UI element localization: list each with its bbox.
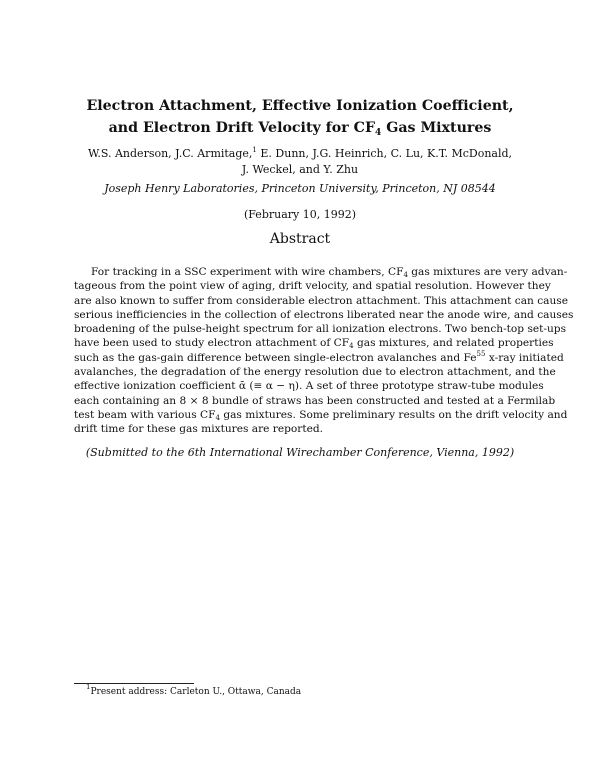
affiliation: Joseph Henry Laboratories, Princeton University, Princeton, NJ 08544 bbox=[104, 182, 496, 195]
abstract-line: effective ionization coefficient ᾱ (≡ α − η). A set of three prototype straw-tube modules bbox=[74, 380, 544, 393]
abstract-text: For tracking in a SSC experiment with wire chambers, CF bbox=[91, 266, 404, 278]
abstract-text: gas mixtures. Some preliminary results on the drift velocity and bbox=[219, 408, 568, 421]
footnote-rule bbox=[74, 683, 194, 684]
footnote bbox=[86, 683, 302, 698]
abstract-body bbox=[74, 265, 574, 437]
abstract-text: gas mixtures are very advan- bbox=[407, 266, 568, 278]
submission-note: (Submitted to the 6th International Wirechamber Conference, Vienna, 1992) bbox=[85, 446, 515, 459]
authors-line-1-end: E. Dunn, J.G. Heinrich, C. Lu, K.T. McDonald, bbox=[256, 147, 513, 160]
abstract-subscript: 4 bbox=[349, 342, 354, 351]
abstract-line bbox=[74, 265, 568, 279]
authors-line-1 bbox=[70, 146, 530, 162]
abstract-line: drift time for these gas mixtures are reported. bbox=[74, 423, 324, 436]
footnote-mark: 1 bbox=[86, 683, 91, 691]
abstract-subscript: 4 bbox=[403, 271, 408, 279]
paper-title bbox=[60, 95, 540, 139]
title-line-1: Electron Attachment, Effective Ionization Coefficient, bbox=[86, 98, 514, 114]
abstract-line: avalanches, the degradation of the energy resolution due to electron attachment, and the bbox=[74, 366, 556, 379]
footnote-text: Present address: Carleton U., Ottawa, Canada bbox=[90, 687, 302, 697]
authors-line-1-start: W.S. Anderson, J.C. Armitage, bbox=[87, 147, 253, 160]
abstract-line: are also known to suffer from considerable electron attachment. This attachment can cause bbox=[74, 294, 568, 307]
abstract-line bbox=[74, 408, 568, 422]
title-line-2-text: and Electron Drift Velocity for CF bbox=[108, 120, 376, 136]
author-list bbox=[70, 146, 530, 178]
abstract-text: test beam with various CF bbox=[74, 408, 216, 421]
abstract-line: broadening of the pulse-height spectrum for all ionization electrons. Two bench-top set-ups bbox=[74, 323, 567, 336]
abstract-line: tageous from the point view of aging, drift velocity, and spatial resolution. However they bbox=[74, 280, 551, 293]
title-line-2-end: Gas Mixtures bbox=[381, 120, 492, 136]
abstract-text: x-ray initiated bbox=[485, 351, 564, 364]
title-line-2 bbox=[60, 117, 540, 139]
abstract-line bbox=[74, 336, 554, 351]
abstract-subscript: 4 bbox=[215, 413, 220, 422]
abstract-heading: Abstract bbox=[269, 231, 331, 247]
abstract-text: such as the gas-gain difference between single-electron avalanches and Fe bbox=[74, 351, 477, 364]
abstract-line bbox=[74, 349, 564, 365]
paper-date: (February 10, 1992) bbox=[243, 208, 357, 221]
title-subscript: 4 bbox=[375, 128, 382, 138]
abstract-text: have been used to study electron attachment of CF bbox=[74, 337, 350, 350]
abstract-text: gas mixtures, and related properties bbox=[353, 337, 554, 350]
abstract-line: serious inefficiencies in the collection of electrons liberated near the anode wire, and causes bbox=[74, 308, 574, 321]
author-footnote-mark: 1 bbox=[252, 146, 257, 154]
authors-line-2: J. Weckel, and Y. Zhu bbox=[241, 163, 359, 176]
abstract-line: each containing an 8 × 8 bundle of straws has been constructed and tested at a Fermilab bbox=[74, 394, 556, 407]
abstract-superscript: 55 bbox=[476, 349, 486, 358]
